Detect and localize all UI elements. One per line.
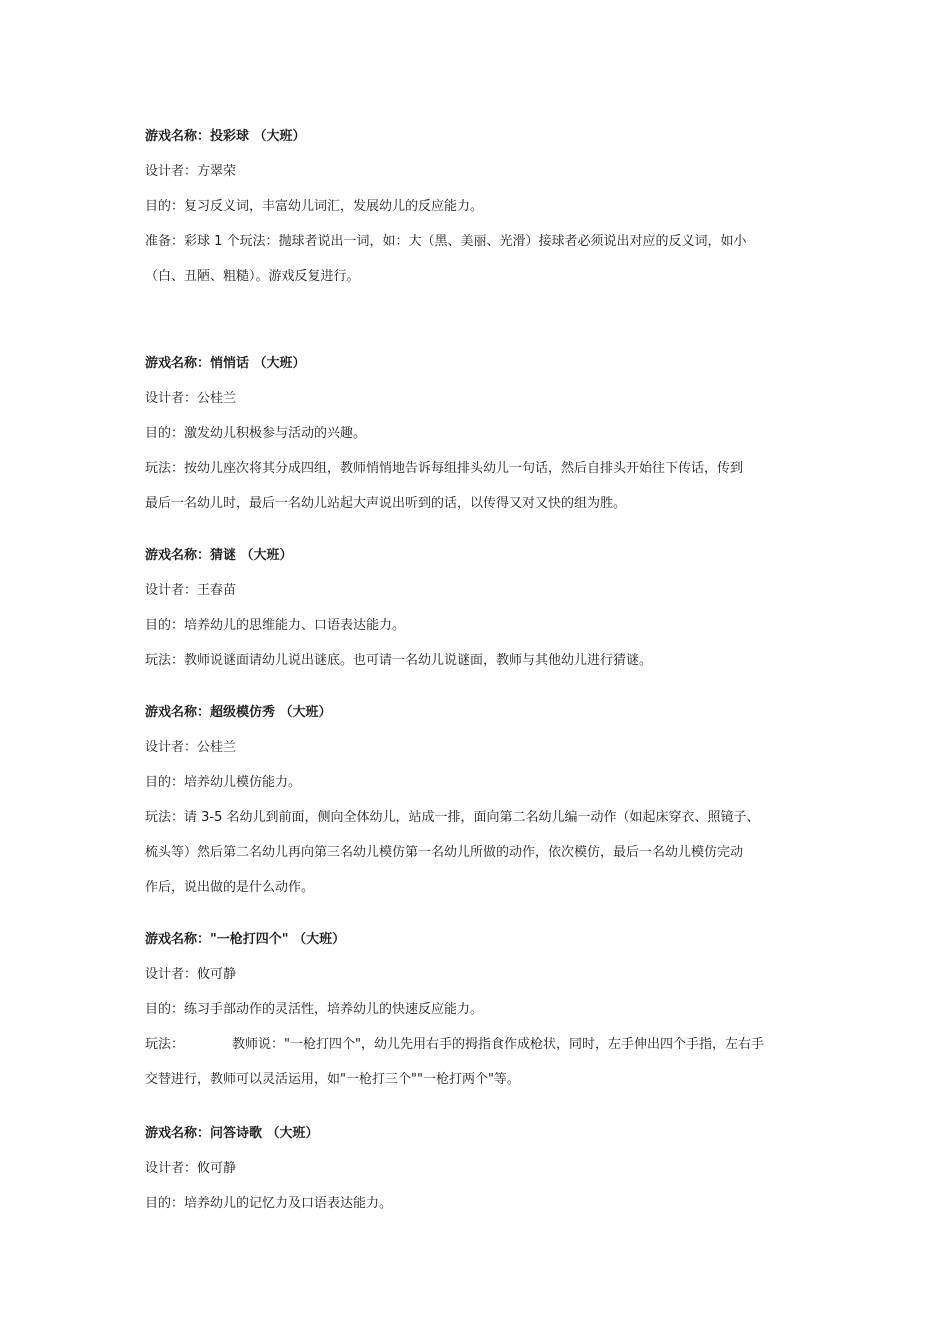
game-purpose: 目的：复习反义词，丰富幼儿词汇，发展幼儿的反应能力。 [145,199,484,214]
game-designer: 设计者：攸可静 [145,1161,237,1176]
game-designer: 设计者：攸可静 [145,967,237,982]
game-purpose: 目的：培养幼儿的记忆力及口语表达能力。 [145,1196,393,1211]
game-play-line: 准备：彩球 1 个玩法：抛球者说出一词，如：大（黑、美丽、光滑）接球者必须说出对应的反义词，如小 [145,234,747,249]
game-title: 游戏名称：猜谜 （大班） [145,548,293,563]
game-designer: 设计者：方翠荣 [145,164,237,179]
game-title: 游戏名称：悄悄话 （大班） [145,356,306,371]
game-purpose: 目的：培养幼儿的思维能力、口语表达能力。 [145,618,406,633]
game-designer: 设计者：公桂兰 [145,391,237,406]
game-play-line: 玩法：教师说谜面请幼儿说出谜底。也可请一名幼儿说谜面，教师与其他幼儿进行猜谜。 [145,653,653,668]
game-designer: 设计者：公桂兰 [145,740,237,755]
game-title: 游戏名称：超级模仿秀 （大班） [145,705,332,720]
game-play-line: 作后，说出做的是什么动作。 [145,880,315,895]
game-designer: 设计者：王春苗 [145,583,237,598]
game-play-line: 最后一名幼儿时，最后一名幼儿站起大声说出听到的话，以传得又对又快的组为胜。 [145,496,627,511]
game-purpose: 目的：激发幼儿积极参与活动的兴趣。 [145,426,367,441]
game-title: 游戏名称："一枪打四个" （大班） [145,932,346,947]
game-play-line: 交替进行，教师可以灵活运用，如"一枪打三个""一枪打两个"等。 [145,1072,520,1087]
game-play-line: 玩法：请 3-5 名幼儿到前面，侧向全体幼儿，站成一排，面向第二名幼儿编一动作（如起床穿衣、照镜子、 [145,810,760,825]
game-purpose: 目的：练习手部动作的灵活性，培养幼儿的快速反应能力。 [145,1002,484,1017]
game-play-text: 教师说："一枪打四个"，幼儿先用右手的拇指食作成枪状，同时，左手伸出四个手指，左右手 [232,1037,764,1052]
game-title: 游戏名称：问答诗歌 （大班） [145,1126,319,1141]
game-play-line: （白、丑陋、粗糙）。游戏反复进行。 [145,269,360,284]
game-purpose: 目的：培养幼儿模仿能力。 [145,775,302,790]
game-play-line: 玩法：按幼儿座次将其分成四组，教师悄悄地告诉每组排头幼儿一句话，然后自排头开始往下传话，传到 [145,461,744,476]
game-title: 游戏名称：投彩球 （大班） [145,129,306,144]
game-play-line-first [145,1036,825,1054]
game-play-label: 玩法： [145,1037,185,1052]
game-play-line: 梳头等）然后第二名幼儿再向第三名幼儿模仿第一名幼儿所做的动作，依次模仿，最后一名幼儿模仿完动 [145,845,744,860]
